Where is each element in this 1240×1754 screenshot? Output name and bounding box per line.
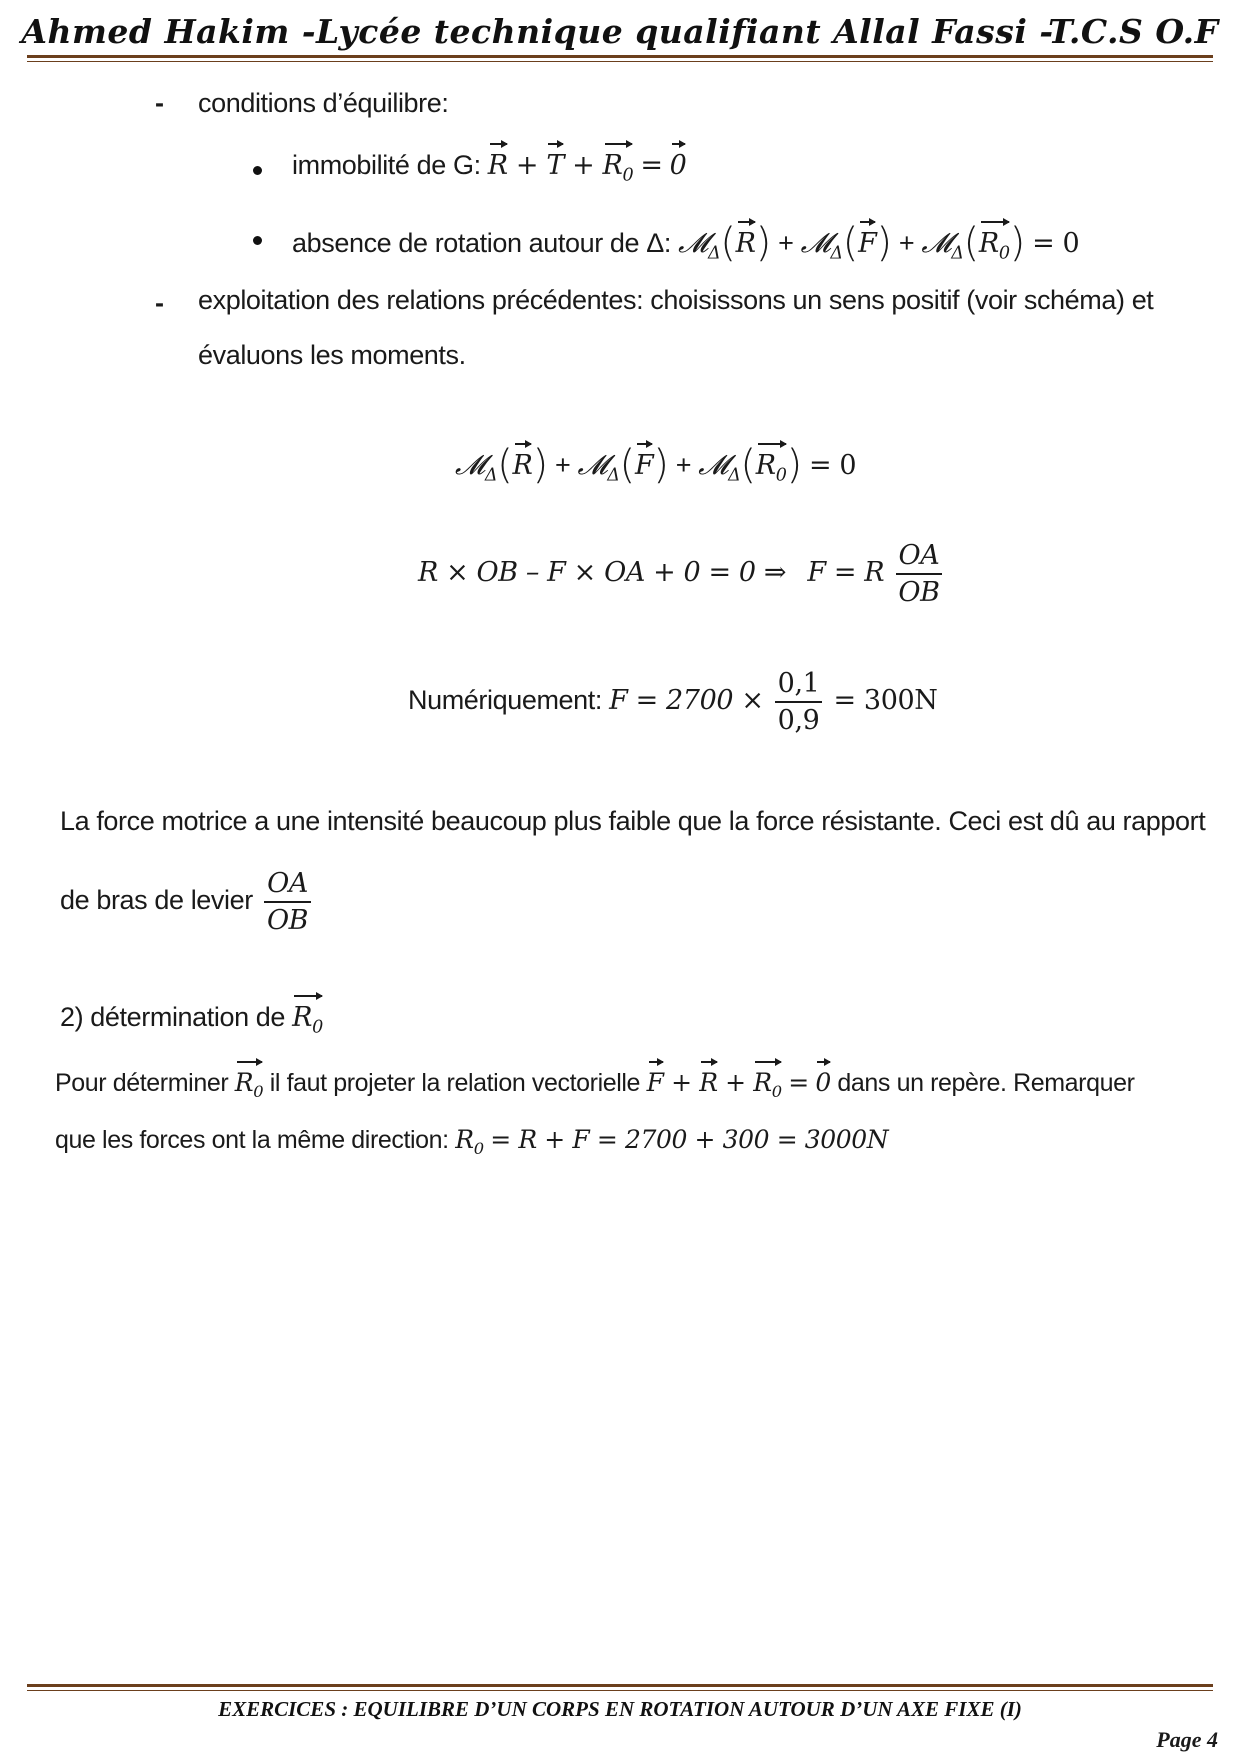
exploitation-text-line2: évaluons les moments.	[198, 340, 466, 370]
page-number: Page 4	[1156, 1727, 1218, 1752]
numeric-label: Numériquement:	[408, 685, 602, 716]
section2-label: 2) détermination de	[60, 1002, 286, 1032]
conditions-label: conditions d’équilibre:	[198, 88, 449, 118]
page-footer-title: EXERCICES : EQUILIBRE D’UN CORPS EN ROTATION AUTOUR D’UN AXE FIXE (I)	[218, 1697, 1022, 1721]
header-rule-thin	[27, 61, 1213, 62]
projection-line1: Pour déterminer $R_0$ il faut projeter la relation vectorielle $F + R + R_0 = 0$ dans un repère. Remarquer	[55, 1068, 1135, 1101]
page-header-title: Ahmed Hakim -Lycée technique qualifiant Allal Fassi -T.C.S O.F	[21, 12, 1219, 51]
projection-text-a: Pour déterminer	[55, 1069, 229, 1097]
lever-arm-fraction	[264, 868, 311, 936]
lever-equation-rhs: F = R	[807, 557, 885, 589]
list-dash: -	[155, 88, 164, 118]
lever-equation-lhs: R × OB – F × OA + 0 = 0 ⇒	[418, 557, 787, 589]
rotation-label: absence de rotation autour de Δ:	[292, 228, 672, 258]
projection-text-c: dans un repère. Remarquer	[837, 1069, 1135, 1097]
moments-equation-rhs: = 0	[809, 450, 857, 481]
projection-text-b: il faut projeter la relation vectorielle	[269, 1069, 641, 1097]
numeric-result: = 300N	[833, 685, 938, 717]
numeric-lhs: F = 2700 ×	[609, 685, 764, 717]
footer-rule	[27, 1684, 1213, 1687]
footer-rule-thin	[27, 1690, 1213, 1691]
immobility-label: immobilité de G:	[292, 150, 481, 180]
fraction-numerator: OA	[264, 868, 311, 903]
numeric-numerator: 0,1	[775, 668, 823, 703]
fraction-denominator: OB	[266, 905, 309, 937]
numeric-fraction	[775, 668, 823, 736]
conclusion-line1: La force motrice a une intensité beaucoup plus faible que la force résistante. Ceci est dû au rapport	[60, 806, 1206, 836]
fraction-denominator: OB	[898, 577, 940, 609]
immobility-equation: immobilité de G: $R + T + R_0 = 0$	[292, 150, 687, 186]
section2-heading: 2) détermination de $R_0$	[60, 1002, 323, 1038]
bullet-icon	[253, 236, 262, 245]
conclusion-line2	[60, 868, 315, 936]
lever-fraction	[895, 540, 942, 608]
numeric-equation	[408, 668, 938, 736]
lever-equation	[418, 540, 947, 608]
projection-result: = R + F = 2700 + 300 = 3000N	[490, 1125, 889, 1154]
header-rule	[27, 55, 1213, 58]
exploitation-text-line1: exploitation des relations précédentes: choisissons un sens positif (voir schéma) et	[198, 285, 1154, 315]
projection-line2: que les forces ont la même direction: $R_0 = R + F = 2700 + 300 = 3000N$	[55, 1125, 889, 1158]
rotation-equation: absence de rotation autour de Δ: 𝓜$_\Delta$(R) + 𝓜$_\Delta$(F) + $𝓜_\Delta(R_0) = 0$	[292, 218, 1080, 266]
bullet-icon	[253, 166, 262, 175]
projection-text-d: que les forces ont la même direction:	[55, 1126, 449, 1154]
fraction-numerator: OA	[896, 540, 943, 575]
conclusion-lever-label: de bras de levier	[60, 885, 253, 916]
moments-equation: 𝓜$_\Delta$(R) + 𝓜$_\Delta$(F) + $𝓜_\Delta(R_0) = 0$	[455, 440, 857, 488]
numeric-denominator: 0,9	[777, 705, 820, 737]
list-dash: -	[155, 288, 164, 318]
